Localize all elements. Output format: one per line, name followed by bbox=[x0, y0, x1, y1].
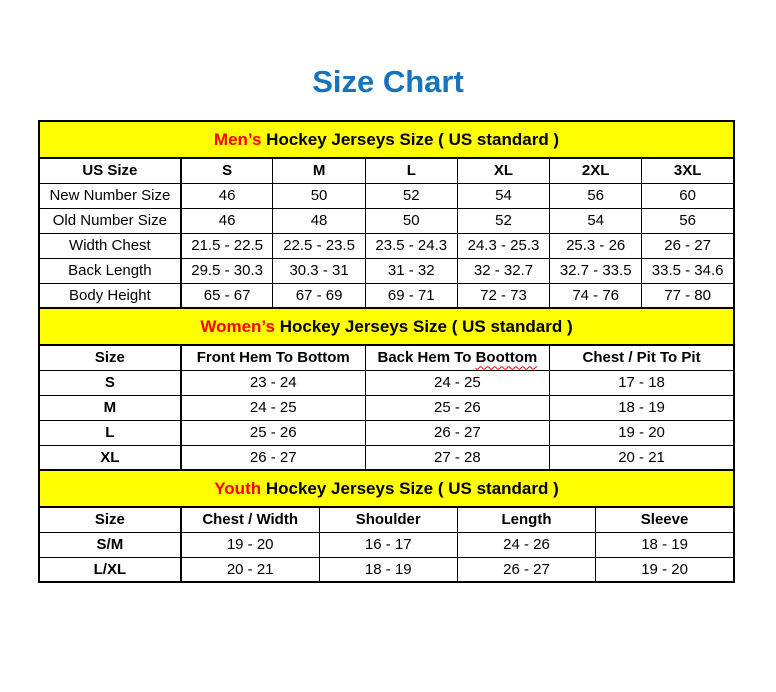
table-cell: 18 - 19 bbox=[319, 557, 457, 582]
column-header: Sleeve bbox=[596, 507, 734, 532]
table-cell: 23 - 24 bbox=[181, 370, 365, 395]
misspelled-word: Boottom bbox=[475, 349, 538, 367]
table-row bbox=[39, 370, 734, 395]
column-header-row bbox=[39, 345, 734, 370]
size-table-men bbox=[38, 120, 735, 309]
row-label: XL bbox=[39, 445, 181, 470]
table-cell: 18 - 19 bbox=[550, 395, 734, 420]
column-header: M bbox=[273, 158, 365, 183]
table-cell: 25.3 - 26 bbox=[550, 233, 642, 258]
table-cell: 46 bbox=[181, 208, 273, 233]
table-cell: 24 - 25 bbox=[365, 370, 549, 395]
column-header: Chest / Pit To Pit bbox=[550, 345, 734, 370]
section-header-youth bbox=[39, 470, 734, 507]
row-label: S bbox=[39, 370, 181, 395]
column-header: US Size bbox=[39, 158, 181, 183]
table-cell: 74 - 76 bbox=[550, 283, 642, 308]
section-title-highlight: Youth bbox=[214, 478, 262, 498]
table-cell: 20 - 21 bbox=[550, 445, 734, 470]
column-header: Length bbox=[457, 507, 595, 532]
table-cell: 31 - 32 bbox=[365, 258, 457, 283]
section-title-women bbox=[39, 308, 734, 345]
table-cell: 19 - 20 bbox=[181, 532, 319, 557]
size-chart bbox=[38, 120, 735, 583]
row-label: New Number Size bbox=[39, 183, 181, 208]
table-cell: 32.7 - 33.5 bbox=[550, 258, 642, 283]
table-row bbox=[39, 395, 734, 420]
row-label: L/XL bbox=[39, 557, 181, 582]
table-row bbox=[39, 557, 734, 582]
table-cell: 30.3 - 31 bbox=[273, 258, 365, 283]
table-row bbox=[39, 445, 734, 470]
table-row bbox=[39, 420, 734, 445]
column-header: Size bbox=[39, 345, 181, 370]
table-cell: 23.5 - 24.3 bbox=[365, 233, 457, 258]
column-header: Chest / Width bbox=[181, 507, 319, 532]
section-title-highlight: Women’s bbox=[200, 316, 275, 336]
table-cell: 52 bbox=[457, 208, 549, 233]
table-cell: 29.5 - 30.3 bbox=[181, 258, 273, 283]
section-title-highlight: Men’s bbox=[213, 129, 262, 149]
row-label: Old Number Size bbox=[39, 208, 181, 233]
section-title-text: Hockey Jerseys Size ( US standard ) bbox=[261, 478, 559, 498]
table-cell: 24.3 - 25.3 bbox=[457, 233, 549, 258]
table-cell: 19 - 20 bbox=[550, 420, 734, 445]
column-header-text: Back Hem To bbox=[377, 349, 476, 367]
table-cell: 48 bbox=[273, 208, 365, 233]
column-header-row bbox=[39, 158, 734, 183]
page-title: Size Chart bbox=[312, 64, 464, 99]
section-title-men bbox=[39, 121, 734, 158]
table-cell: 26 - 27 bbox=[457, 557, 595, 582]
column-header: XL bbox=[457, 158, 549, 183]
table-cell: 24 - 26 bbox=[457, 532, 595, 557]
table-cell: 26 - 27 bbox=[365, 420, 549, 445]
column-header: 2XL bbox=[550, 158, 642, 183]
table-cell: 19 - 20 bbox=[596, 557, 734, 582]
table-cell: 77 - 80 bbox=[642, 283, 734, 308]
column-header: Front Hem To Bottom bbox=[181, 345, 365, 370]
table-cell: 56 bbox=[550, 183, 642, 208]
table-cell: 27 - 28 bbox=[365, 445, 549, 470]
row-label: Back Length bbox=[39, 258, 181, 283]
table-cell: 17 - 18 bbox=[550, 370, 734, 395]
table-cell: 24 - 25 bbox=[181, 395, 365, 420]
table-cell: 20 - 21 bbox=[181, 557, 319, 582]
table-cell: 32 - 32.7 bbox=[457, 258, 549, 283]
table-cell: 60 bbox=[642, 183, 734, 208]
column-header bbox=[365, 345, 549, 370]
table-row bbox=[39, 283, 734, 308]
section-header-women bbox=[39, 308, 734, 345]
column-header: Shoulder bbox=[319, 507, 457, 532]
column-header: S bbox=[181, 158, 273, 183]
table-row bbox=[39, 532, 734, 557]
table-cell: 33.5 - 34.6 bbox=[642, 258, 734, 283]
table-cell: 54 bbox=[550, 208, 642, 233]
row-label: M bbox=[39, 395, 181, 420]
table-cell: 25 - 26 bbox=[181, 420, 365, 445]
section-title-text: Hockey Jerseys Size ( US standard ) bbox=[261, 129, 560, 149]
table-cell: 54 bbox=[457, 183, 549, 208]
table-cell: 67 - 69 bbox=[273, 283, 365, 308]
table-cell: 65 - 67 bbox=[181, 283, 273, 308]
section-title-youth bbox=[39, 470, 734, 507]
table-cell: 69 - 71 bbox=[365, 283, 457, 308]
column-header: 3XL bbox=[642, 158, 734, 183]
table-cell: 50 bbox=[365, 208, 457, 233]
size-table-women bbox=[38, 307, 735, 471]
table-row bbox=[39, 183, 734, 208]
table-cell: 50 bbox=[273, 183, 365, 208]
column-header-row bbox=[39, 507, 734, 532]
table-cell: 25 - 26 bbox=[365, 395, 549, 420]
table-cell: 56 bbox=[642, 208, 734, 233]
table-row bbox=[39, 233, 734, 258]
section-title-text: Hockey Jerseys Size ( US standard ) bbox=[274, 316, 573, 336]
row-label: L bbox=[39, 420, 181, 445]
table-row bbox=[39, 208, 734, 233]
size-table-youth bbox=[38, 469, 735, 583]
row-label: S/M bbox=[39, 532, 181, 557]
row-label: Width Chest bbox=[39, 233, 181, 258]
row-label: Body Height bbox=[39, 283, 181, 308]
column-header: L bbox=[365, 158, 457, 183]
table-cell: 72 - 73 bbox=[457, 283, 549, 308]
table-cell: 18 - 19 bbox=[596, 532, 734, 557]
table-row bbox=[39, 258, 734, 283]
table-cell: 26 - 27 bbox=[181, 445, 365, 470]
table-cell: 21.5 - 22.5 bbox=[181, 233, 273, 258]
table-cell: 46 bbox=[181, 183, 273, 208]
table-cell: 22.5 - 23.5 bbox=[273, 233, 365, 258]
table-cell: 16 - 17 bbox=[319, 532, 457, 557]
table-cell: 26 - 27 bbox=[642, 233, 734, 258]
section-header-men bbox=[39, 121, 734, 158]
column-header: Size bbox=[39, 507, 181, 532]
table-cell: 52 bbox=[365, 183, 457, 208]
